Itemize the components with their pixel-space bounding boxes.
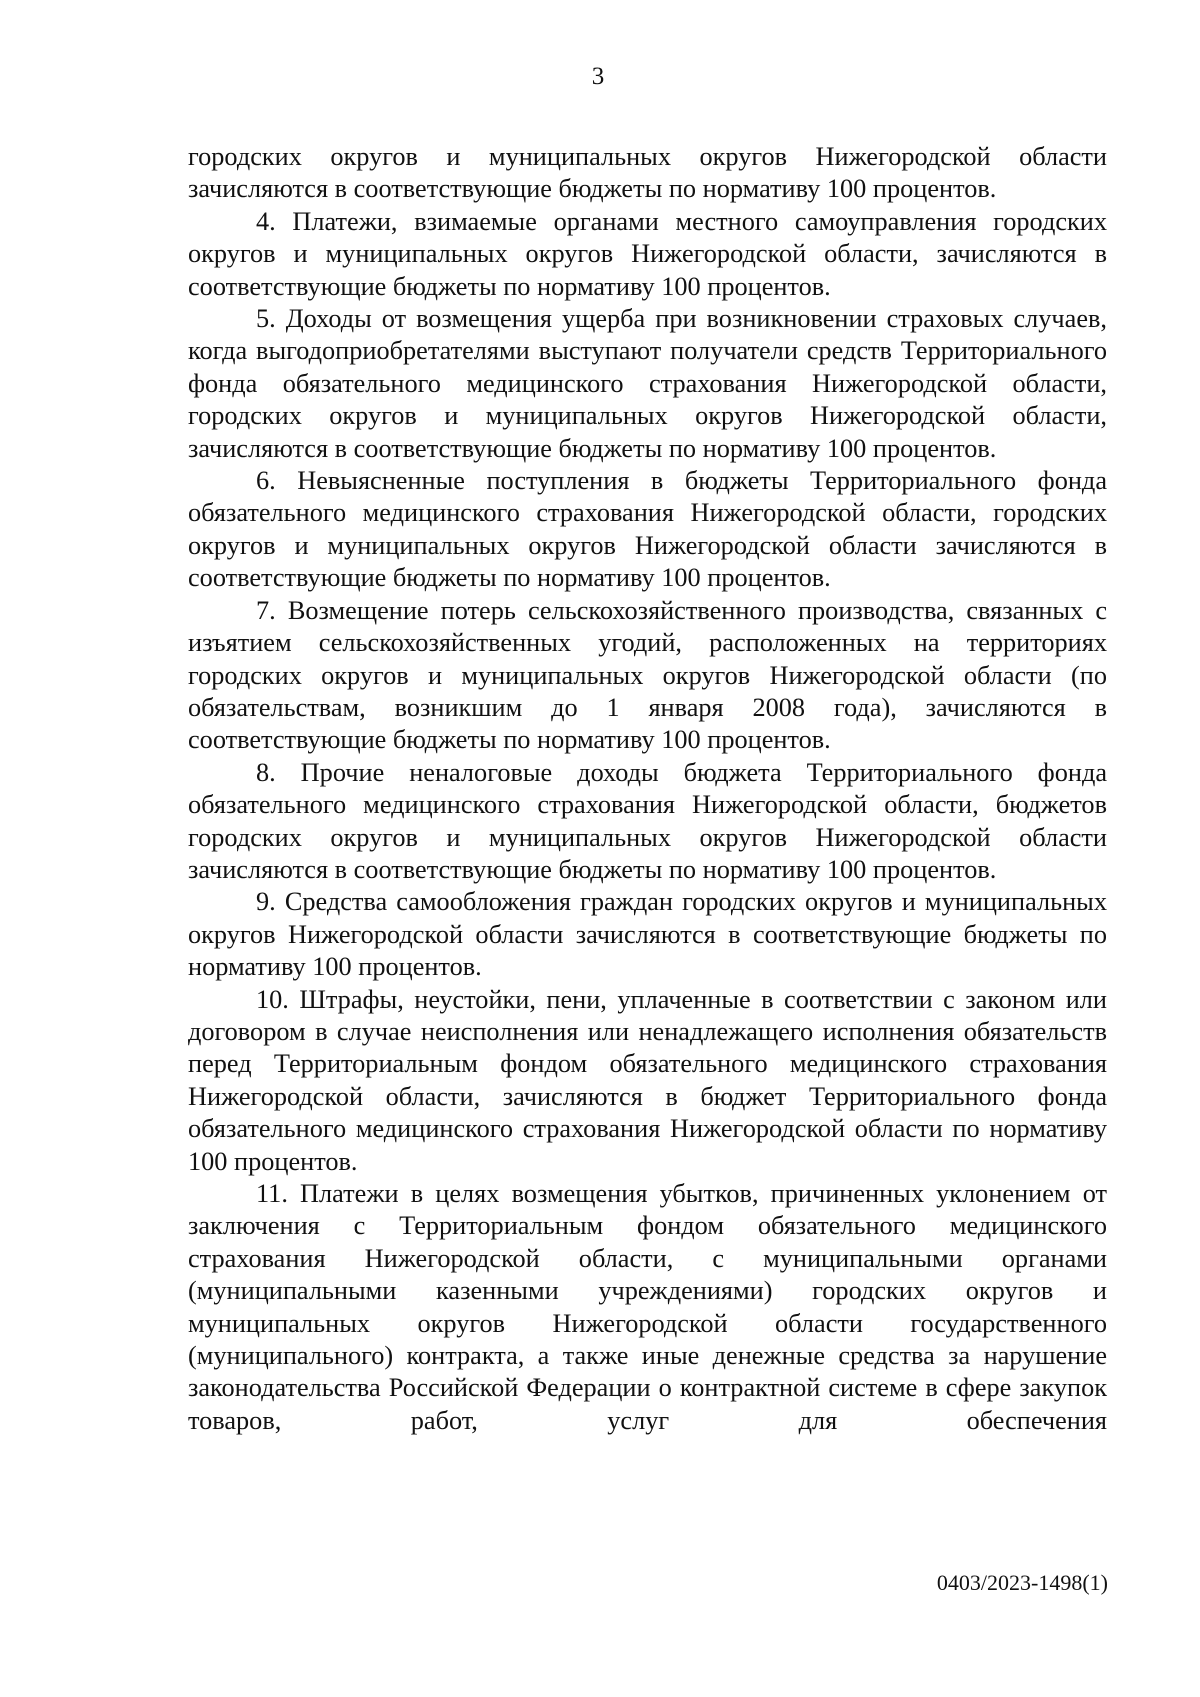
paragraph-8: 8. Прочие неналоговые доходы бюджета Территориального фонда обязательного медицинского страхования Нижегородской области, бюджетов городских округов и муниципальных округов Нижегородской области зачисляются в соответствующие бюджеты по нормативу 100 процентов. <box>188 757 1107 884</box>
paragraph-6: 6. Невыясненные поступления в бюджеты Территориального фонда обязательного медицинского страхования Нижегородской области, городских округов и муниципальных округов Нижегородской области зачисляются в соответствующие бюджеты по нормативу 100 процентов. <box>188 466 1107 593</box>
document-code: 0403/2023-1498(1) <box>936 1570 1108 1595</box>
page-number: 3 <box>591 63 605 90</box>
paragraph-7: 7. Возмещение потерь сельскохозяйственного производства, связанных с изъятием сельскохозяйственных угодий, расположенных на территориях городских округов и муниципальных округов Нижегородской области (по обязательствам, возникшим до 1 января 2008 года), зачисляются в соответствующие бюджеты по нормативу 100 процентов. <box>188 595 1107 755</box>
paragraph-5: 5. Доходы от возмещения ущерба при возникновении страховых случаев, когда выгодоприобретателями выступают получатели средств Территориального фонда обязательного медицинского страхования Нижегородской области, городских округов и муниципальных округов Нижегородской области, зачисляются в соответствующие бюджеты по нормативу 100 процентов. <box>188 304 1107 463</box>
paragraph-10: 10. Штрафы, неустойки, пени, уплаченные в соответствии с законом или договором в случае неисполнения или ненадлежащего исполнения обязательств перед Территориальным фондом обязательного медицинского страхования Нижегородской области, зачисляются в бюджет Территориального фонда обязательного медицинского страхования Нижегородской области по нормативу 100 процентов. <box>188 984 1107 1176</box>
document-body <box>188 141 1107 1437</box>
paragraph-continuation: городских округов и муниципальных округов Нижегородской области зачисляются в соответствующие бюджеты по нормативу 100 процентов. <box>188 142 1107 204</box>
paragraph-11: 11. Платежи в целях возмещения убытков, причиненных уклонением от заключения с Территориальным фондом обязательного медицинского страхования Нижегородской области, с муниципальными органами (муниципальными казенными учреждениями) городских округов и муниципальных округов Нижегородской области государственного (муниципального) контракта, а также иные денежные средства за нарушение законодательства Российской Федерации о контрактной системе в сфере закупок товаров, работ, услуг для обеспечения <box>188 1179 1107 1435</box>
paragraph-9: 9. Средства самообложения граждан городских округов и муниципальных округов Нижегородской области зачисляются в соответствующие бюджеты по нормативу 100 процентов. <box>188 887 1107 982</box>
paragraph-4: 4. Платежи, взимаемые органами местного самоуправления городских округов и муниципальных округов Нижегородской области, зачисляются в соответствующие бюджеты по нормативу 100 процентов. <box>188 206 1107 301</box>
